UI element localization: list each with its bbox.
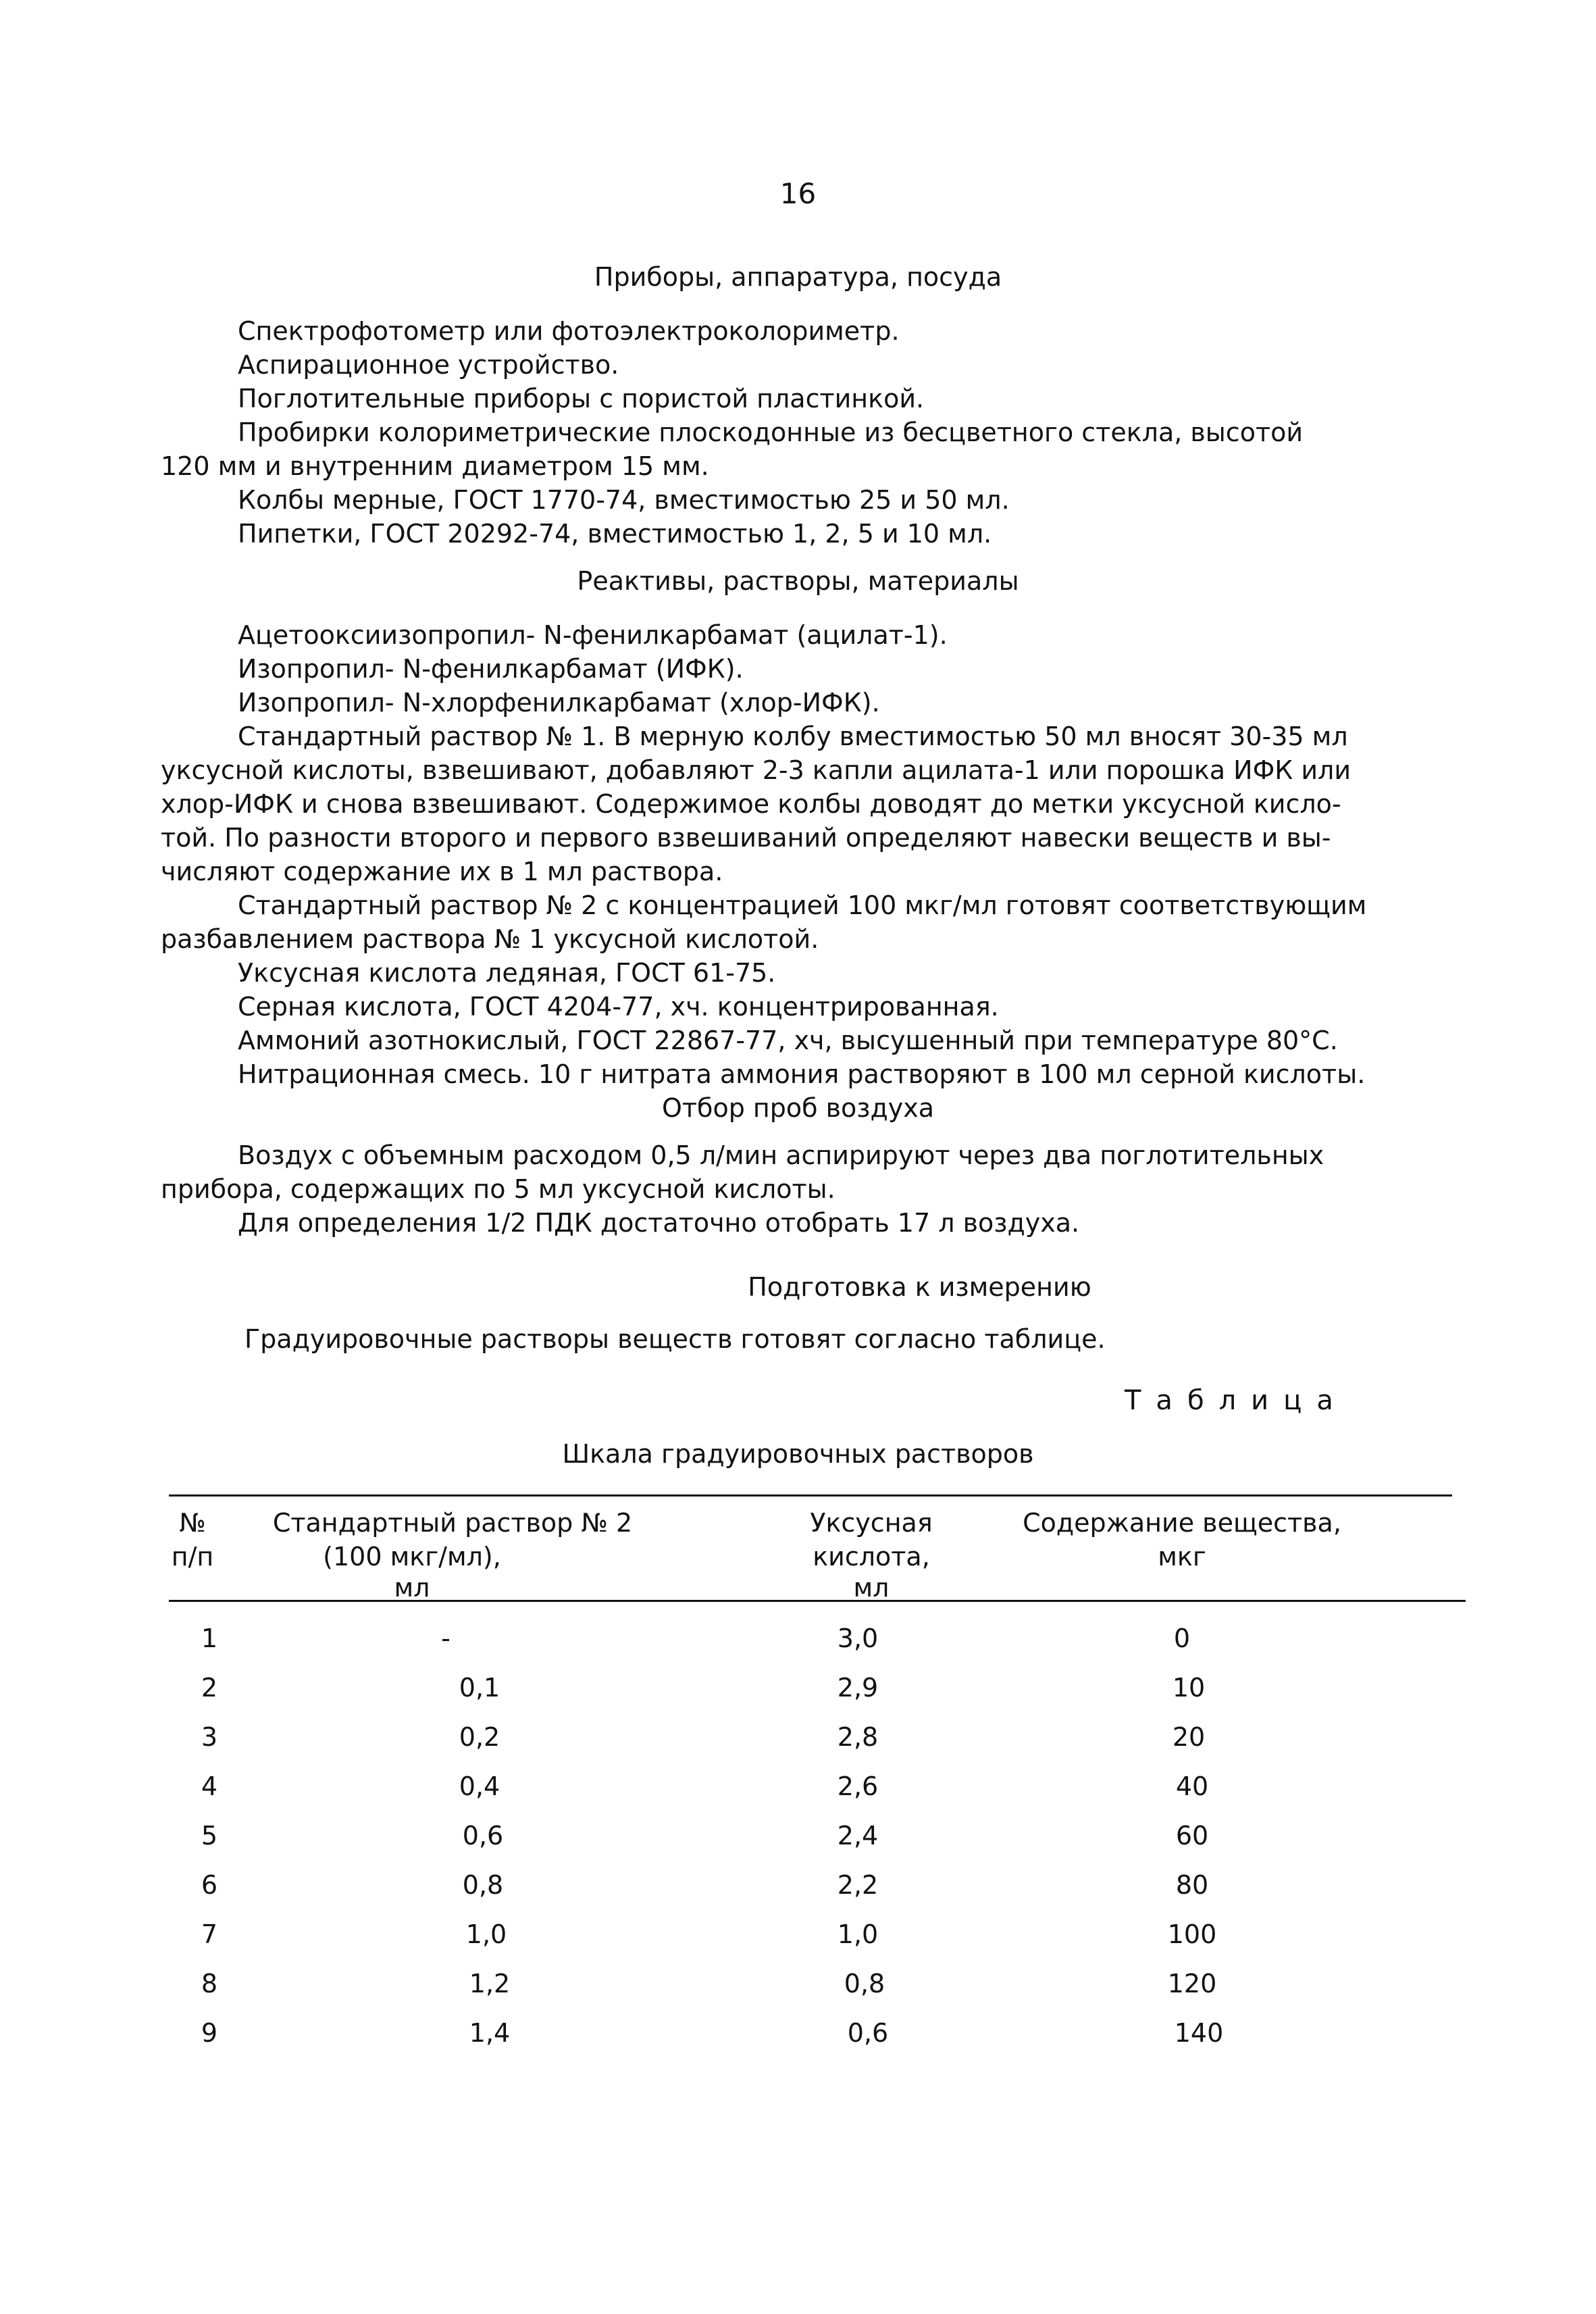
text-line: Пробирки колориметрические плоскодонные из бесцветного стекла, высотой — [238, 418, 1304, 447]
cell-acid: 0,6 — [847, 2018, 889, 2048]
cell-num: 7 — [201, 1919, 218, 1949]
text-line: Градуировочные растворы веществ готовят согласно таблице. — [244, 1324, 1106, 1354]
cell-acid: 0,8 — [844, 1969, 885, 1998]
cell-std: 1,4 — [469, 2018, 511, 2048]
header-content-line2: мкг — [1158, 1542, 1206, 1571]
cell-content: 10 — [1172, 1673, 1206, 1703]
header-acid-line2: кислота, — [813, 1542, 930, 1571]
cell-num: 2 — [201, 1673, 218, 1703]
text-line: разбавлением раствора № 1 уксусной кислотой. — [161, 924, 819, 954]
cell-std: 0,2 — [459, 1722, 500, 1752]
cell-std: 0,6 — [462, 1821, 504, 1851]
text-line: Аммоний азотнокислый, ГОСТ 22867-77, хч, высушенный при температуре 80°С. — [238, 1026, 1338, 1055]
cell-acid: 2,2 — [837, 1870, 879, 1900]
text-line: числяют содержание их в 1 мл раствора. — [161, 857, 723, 886]
cell-content: 40 — [1175, 1771, 1209, 1801]
cell-content: 20 — [1172, 1722, 1206, 1752]
header-content-line1: Содержание вещества, — [1023, 1508, 1341, 1538]
text-line: Изопропил- N-хлорфенилкарбамат (хлор-ИФК). — [238, 688, 880, 718]
cell-std: 0,1 — [459, 1673, 500, 1703]
text-line: 120 мм и внутренним диаметром 15 мм. — [161, 451, 709, 481]
text-line: Ацетооксиизопропил- N-фенилкарбамат (ацилат-1). — [238, 620, 948, 650]
text-line: хлор-ИФК и снова взвешивают. Содержимое колбы доводят до метки уксусной кисло- — [161, 789, 1341, 819]
text-line: Стандартный раствор № 1. В мерную колбу вместимостью 50 мл вносят 30-35 мл — [238, 722, 1348, 751]
cell-num: 6 — [201, 1870, 218, 1900]
cell-content: 100 — [1167, 1919, 1217, 1949]
section-title-instruments: Приборы, аппаратура, посуда — [594, 262, 1002, 292]
cell-num: 4 — [201, 1771, 218, 1801]
text-line: Изопропил- N-фенилкарбамат (ИФК). — [238, 654, 744, 684]
section-title-air-sampling: Отбор проб воздуха — [661, 1093, 935, 1123]
cell-num: 8 — [201, 1969, 218, 1998]
section-title-reagents: Реактивы, растворы, материалы — [577, 566, 1019, 596]
table-label: Таблица — [1125, 1385, 1348, 1416]
text-line: Аспирационное устройство. — [238, 350, 619, 380]
text-line: прибора, содержащих по 5 мл уксусной кислоты. — [161, 1174, 835, 1204]
page-number: 16 — [779, 177, 817, 210]
text-line: Нитрационная смесь. 10 г нитрата аммония растворяют в 100 мл серной кислоты. — [238, 1059, 1366, 1089]
cell-std: 0,8 — [462, 1870, 504, 1900]
cell-std: 1,0 — [465, 1919, 507, 1949]
text-line: Для определения 1/2 ПДК достаточно отобрать 17 л воздуха. — [238, 1208, 1080, 1238]
header-std-line3: мл — [394, 1573, 430, 1603]
text-line: Поглотительные приборы с пористой пластинкой. — [238, 384, 925, 413]
cell-std: 0,4 — [459, 1771, 500, 1801]
header-num-line2: п/п — [171, 1542, 214, 1571]
text-line: Серная кислота, ГОСТ 4204-77, хч. концентрированная. — [238, 992, 999, 1022]
section-title-preparation: Подготовка к измерению — [748, 1272, 1091, 1302]
cell-content: 80 — [1175, 1870, 1209, 1900]
cell-num: 5 — [201, 1821, 218, 1851]
cell-num: 3 — [201, 1722, 218, 1752]
header-std-line1: Стандартный раствор № 2 — [272, 1508, 633, 1538]
cell-acid: 2,8 — [837, 1722, 879, 1752]
text-line: той. По разности второго и первого взвешиваний определяют навески веществ и вы- — [161, 823, 1331, 853]
table-caption: Шкала градуировочных растворов — [562, 1439, 1034, 1469]
text-line: Спектрофотометр или фотоэлектроколориметр. — [238, 316, 900, 346]
cell-num: 9 — [201, 2018, 218, 2048]
text-line: Стандартный раствор № 2 с концентрацией 100 мкг/мл готовят соответствующим — [238, 890, 1367, 920]
header-acid-line1: Уксусная — [810, 1508, 933, 1538]
cell-acid: 2,4 — [837, 1821, 879, 1851]
cell-std: 1,2 — [469, 1969, 511, 1998]
cell-std: - — [441, 1624, 451, 1653]
cell-content: 60 — [1175, 1821, 1209, 1851]
cell-content: 0 — [1173, 1624, 1191, 1653]
cell-acid: 2,9 — [837, 1673, 879, 1703]
header-acid-line3: мл — [853, 1573, 890, 1603]
cell-acid: 3,0 — [837, 1624, 879, 1653]
table-top-rule — [169, 1494, 1452, 1496]
header-std-line2: (100 мкг/мл), — [323, 1542, 501, 1571]
text-line: Уксусная кислота ледяная, ГОСТ 61-75. — [238, 958, 776, 988]
header-num-line1: № — [179, 1508, 206, 1538]
text-line: уксусной кислоты, взвешивают, добавляют 2-3 капли ацилата-1 или порошка ИФК или — [161, 755, 1352, 785]
text-line: Воздух с объемным расходом 0,5 л/мин аспирируют через два поглотительных — [238, 1140, 1324, 1170]
text-line: Пипетки, ГОСТ 20292-74, вместимостью 1, 2, 5 и 10 мл. — [238, 519, 992, 549]
cell-acid: 1,0 — [837, 1919, 879, 1949]
text-line: Колбы мерные, ГОСТ 1770-74, вместимостью 25 и 50 мл. — [238, 485, 1010, 515]
cell-num: 1 — [201, 1624, 218, 1653]
cell-acid: 2,6 — [837, 1771, 879, 1801]
cell-content: 120 — [1167, 1969, 1217, 1998]
cell-content: 140 — [1174, 2018, 1224, 2048]
